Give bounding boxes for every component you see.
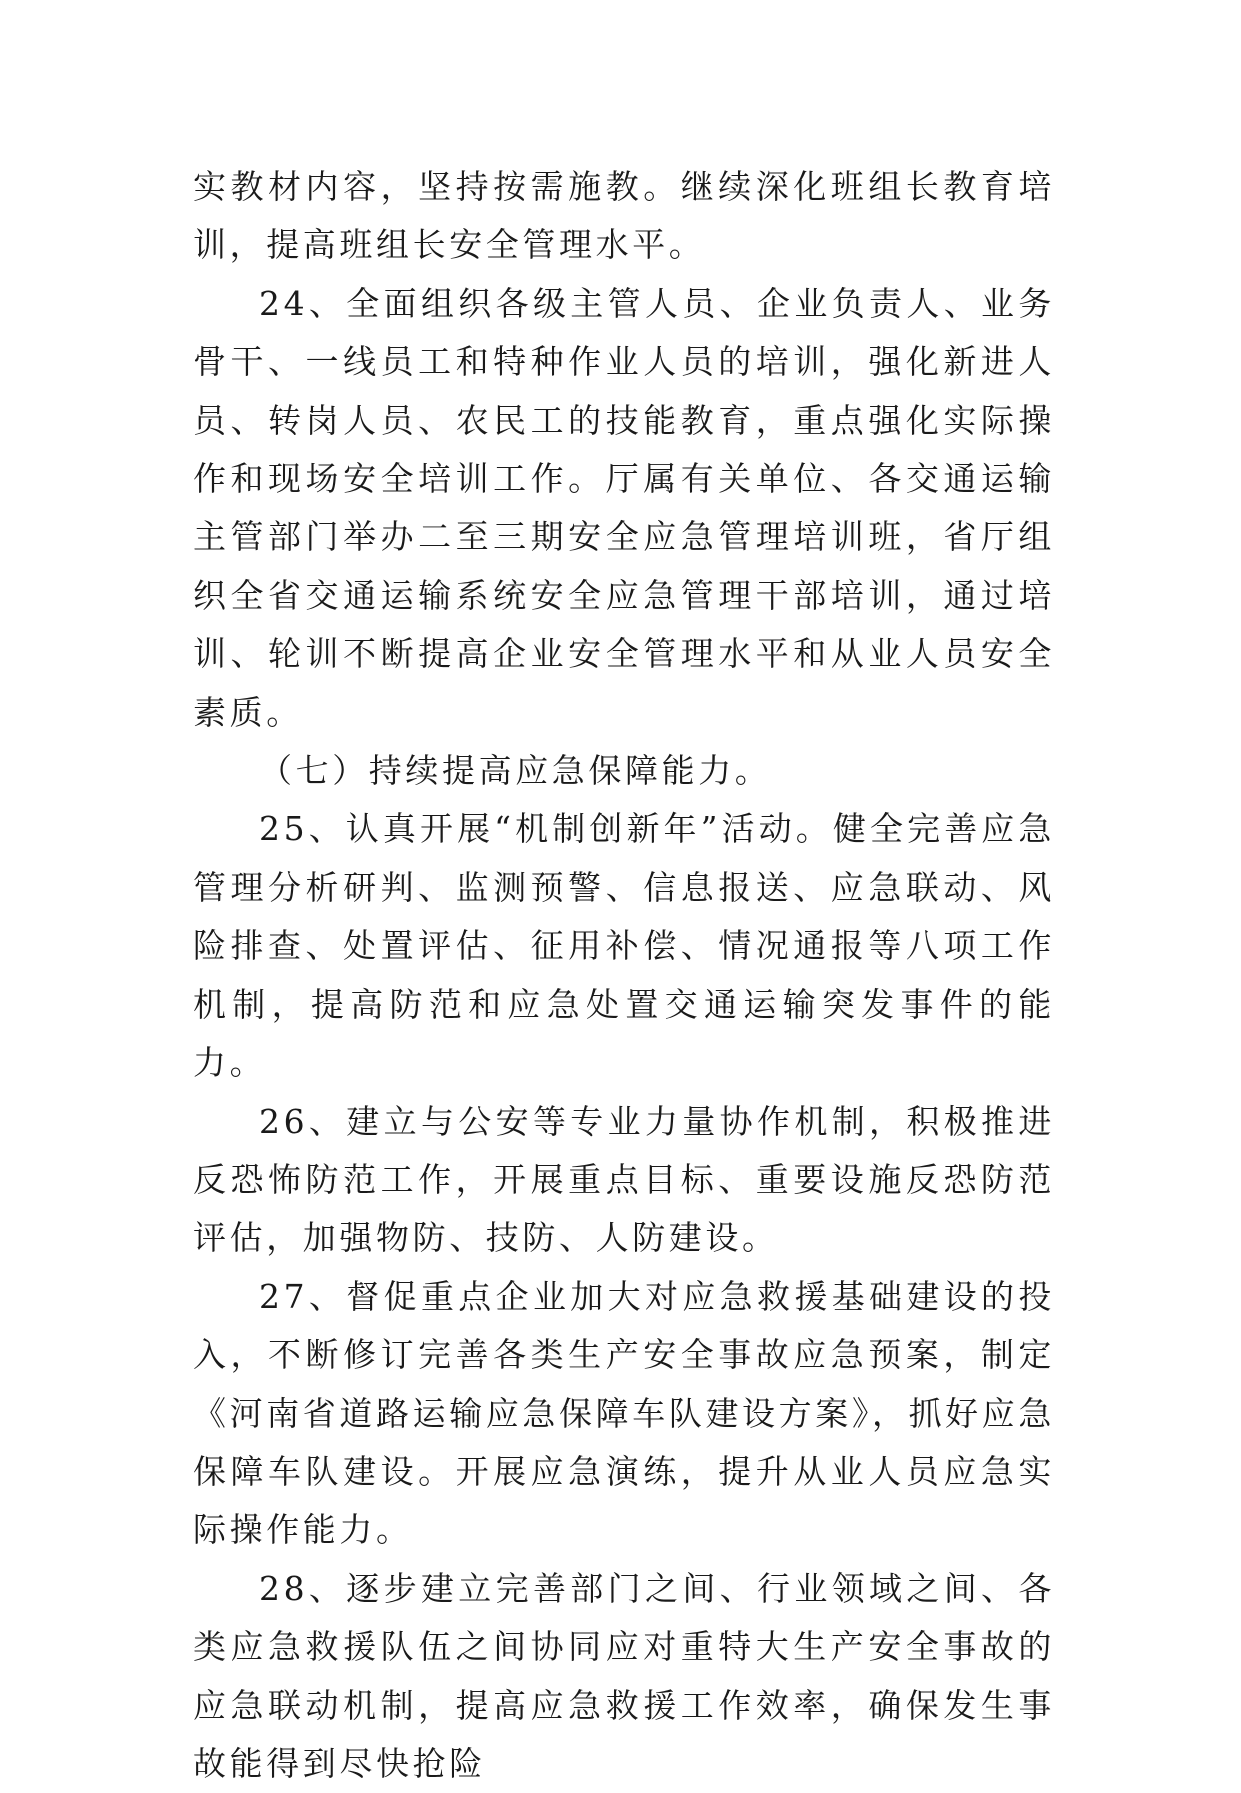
paragraph-item-27: 27、督促重点企业加大对应急救援基础建设的投入，不断修订完善各类生产安全事故应急预案，制定《河南省道路运输应急保障车队建设方案》，抓好应急保障车队建设。开展应急演练，提升从业人员应急实际操作能力。 [193, 1276, 1055, 1550]
paragraph-item-26: 26、建立与公安等专业力量协作机制，积极推进反恐怖防范工作，开展重点目标、重要设施反恐防范评估，加强物防、技防、人防建设。 [193, 1101, 1055, 1258]
paragraph-continuation: 实教材内容，坚持按需施教。继续深化班组长教育培训，提高班组长安全管理水平。 [193, 167, 1055, 265]
paragraph-item-24: 24、全面组织各级主管人员、企业负责人、业务骨干、一线员工和特种作业人员的培训，强化新进人员、转岗人员、农民工的技能教育，重点强化实际操作和现场安全培训工作。厅属有关单位、各交通运输主管部门举办二至三期安全应急管理培训班，省厅组织全省交通运输系统安全应急管理干部培训，通过培训、轮训不断提高企业安全管理水平和从业人员安全素质。 [193, 283, 1055, 732]
paragraph-item-25: 25、认真开展“机制创新年”活动。健全完善应急管理分析研判、监测预警、信息报送、应急联动、风险排查、处置评估、征用补偿、情况通报等八项工作机制，提高防范和应急处置交通运输突发事件的能力。 [193, 809, 1055, 1083]
section-heading-7: （七）持续提高应急保障能力。 [259, 751, 772, 791]
paragraph-item-28: 28、逐步建立完善部门之间、行业领域之间、各类应急救援队伍之间协同应对重特大生产安全事故的应急联动机制，提高应急救援工作效率，确保发生事故能得到尽快抢险 [193, 1568, 1055, 1783]
document-body [193, 158, 1055, 1793]
